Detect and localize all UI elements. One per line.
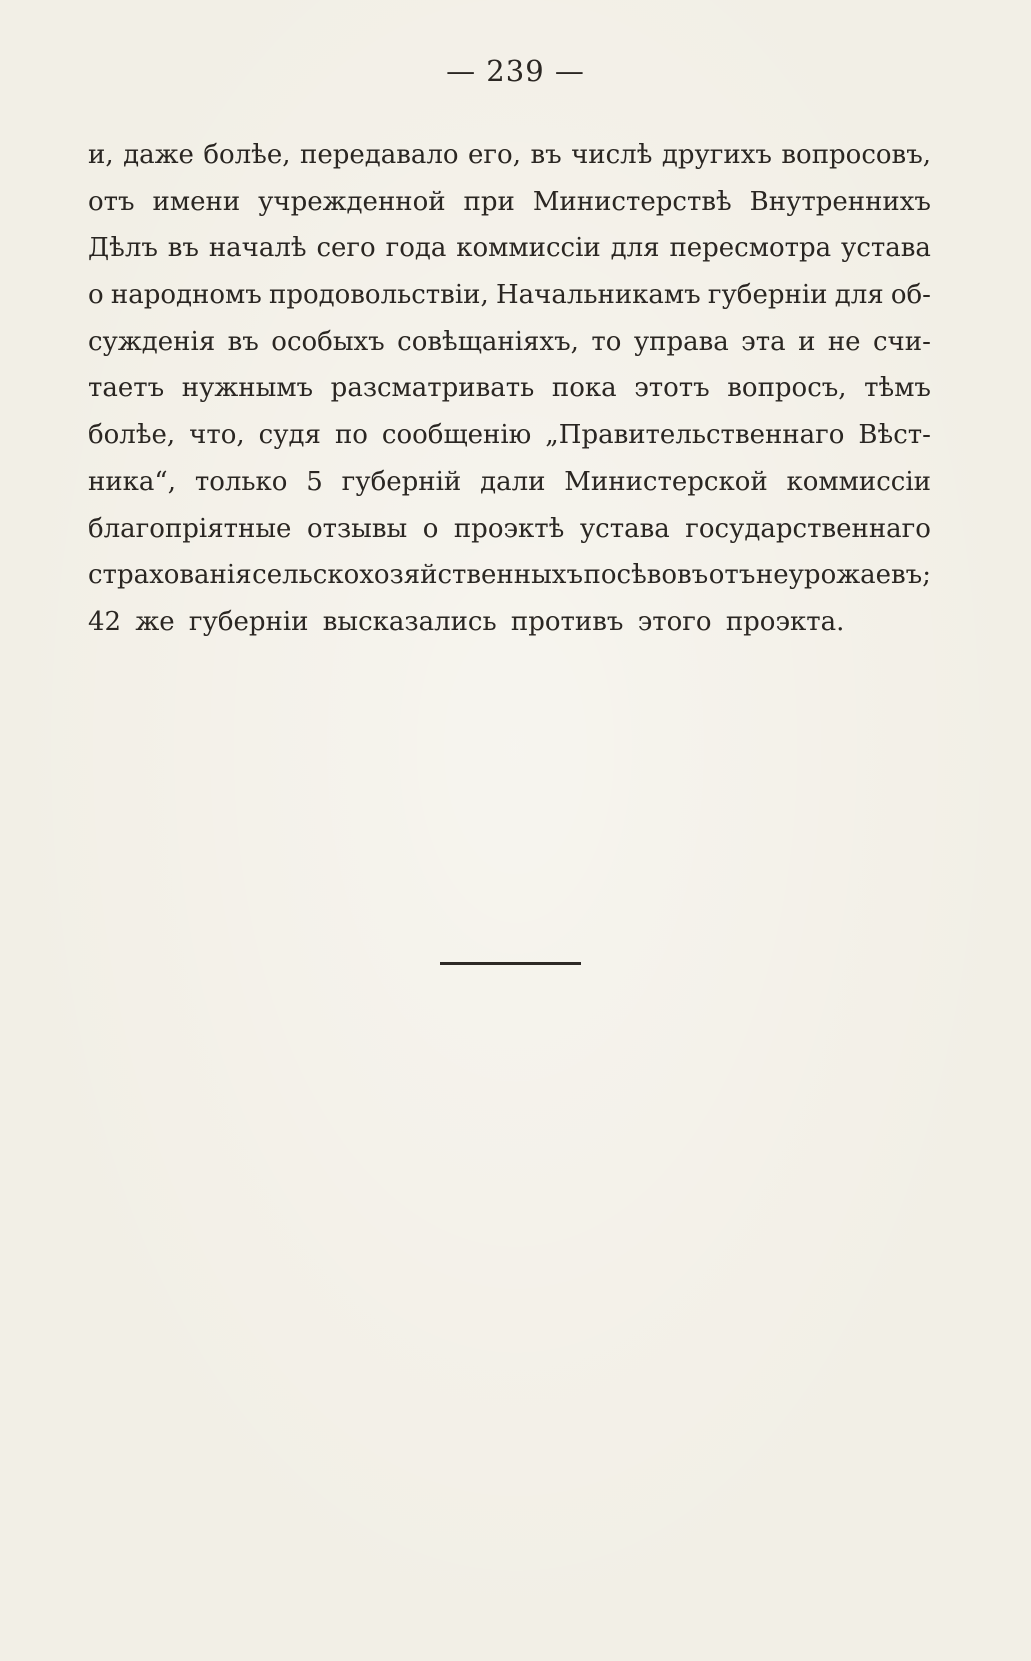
word: болѣе, [203,140,291,170]
word: по [334,420,368,451]
word: не [827,326,861,357]
word: 5 [306,466,323,497]
word: числѣ [571,140,653,170]
word: только [194,466,288,497]
word: устава [841,233,931,264]
word: неурожаевъ; [755,560,931,591]
text-line [88,179,931,226]
body-text [88,132,931,646]
text-line [88,132,931,179]
word: что, [189,420,245,451]
word: для [610,233,660,264]
word: продовольствіи, [268,280,489,311]
word: сообщенію [381,420,532,451]
word: эта [741,326,786,357]
word: страхованія [88,560,252,591]
word: Дѣлъ [88,233,158,264]
word: губерній [341,466,462,497]
word: сельскохозяйственныхъ [252,560,583,591]
word: въ [167,233,199,264]
text-line [88,412,931,459]
word: дали [480,466,546,497]
word: при [463,186,515,217]
text-line [88,506,931,553]
word: и [798,326,816,357]
word: въ [530,140,562,170]
word: его, [468,140,521,170]
word: пересмотра [669,233,832,264]
word: сего [316,233,376,264]
word: года [385,233,447,264]
word: вопросъ, [727,373,847,404]
word: то [591,326,622,357]
word: народномъ [110,280,262,311]
word: сужденія [88,326,216,357]
word: Начальникамъ [495,280,701,311]
word: совѣщаніяхъ, [397,326,579,357]
word: ника“, [88,466,176,497]
word: болѣе, [88,420,176,451]
section-divider [440,962,581,965]
word: коммиссіи [786,466,931,497]
word: Внутреннихъ [749,186,931,217]
word: отъ [88,186,135,217]
word: устава [579,513,670,544]
word: нужнымъ [181,373,314,404]
word: управа [633,326,729,357]
word: въ [227,326,259,357]
word: и, [88,140,114,170]
word: даже [123,140,194,170]
word: о [88,280,104,311]
text-line [88,365,931,412]
word: особыхъ [271,326,385,357]
text-line [88,319,931,366]
word: об- [890,280,931,311]
word: отзывы [306,513,408,544]
word: для [834,280,884,311]
word: государственнаго [685,513,931,544]
word: благопріятные [88,513,292,544]
word: проэктѣ [453,513,565,544]
word: вопросовъ, [781,140,931,170]
word: учрежденной [258,186,446,217]
text-line [88,225,931,272]
text-line [88,272,931,319]
word: разсматривать [330,373,535,404]
word: передавало [299,140,459,170]
word: тѣмъ [864,373,931,404]
word: посѣвовъ [583,560,709,591]
word: коммиссіи [456,233,601,264]
word: Министерствѣ [532,186,732,217]
word: губерніи [707,280,828,311]
page-number: — 239 — [446,54,585,88]
text-line-last: 42 же губерніи высказались противъ этого проэкта. [88,606,845,637]
word: Министерской [564,466,768,497]
text-line [88,552,931,599]
word: этотъ [634,373,710,404]
word: началѣ [208,233,307,264]
word: имени [152,186,241,217]
word: другихъ [661,140,772,170]
text-line [88,459,931,506]
word: „Правительственнаго [545,420,845,451]
word: о [422,513,439,544]
word: счи- [873,326,931,357]
word: таетъ [88,373,165,404]
word: Вѣст- [858,420,931,451]
word: отъ [708,560,756,591]
word: судя [258,420,321,451]
word: пока [551,373,617,404]
